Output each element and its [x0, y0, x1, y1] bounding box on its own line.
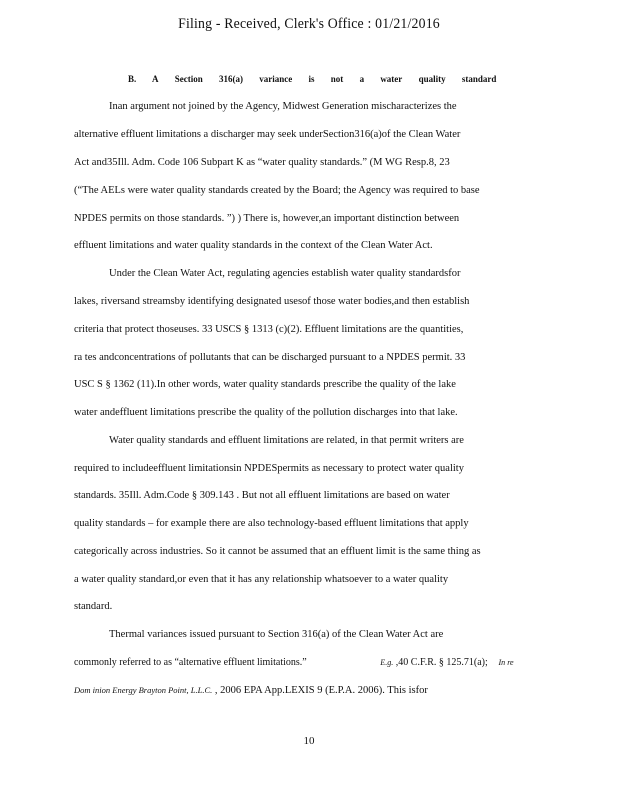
body-line: required to includeeffluent limitationsin NPDESpermits as necessary to protect water quality — [74, 463, 464, 474]
heading-part: water — [380, 74, 403, 84]
body-line: ra tes andconcentrations of pollutants that can be discharged pursuant to a NPDES permit. 33 — [74, 352, 466, 363]
body-line: water andeffluent limitations prescribe the quality of the pollution discharges into that lake. — [74, 407, 458, 418]
heading-part: standard — [461, 74, 497, 84]
heading-part: not — [330, 74, 344, 84]
heading-part: variance — [259, 74, 293, 84]
heading-part: Section — [174, 74, 203, 84]
body-line: (“The AELs were water quality standards created by the Board; the Agency was required to base — [74, 185, 480, 196]
line-text: commonly referred to as “alternative effluent limitations.” — [74, 657, 307, 668]
heading-part: quality — [418, 74, 446, 84]
heading-part: a — [359, 74, 365, 84]
body-line: categorically across industries. So it cannot be assumed that an effluent limit is the same thing as — [74, 546, 481, 557]
citation-text: ,40 C.F.R. § 125.71(a); — [395, 657, 488, 668]
heading-part: is — [308, 74, 315, 84]
heading-part: A — [152, 74, 159, 84]
citation-italic: In re — [498, 657, 514, 667]
body-line: Thermal variances issued pursuant to Section 316(a) of the Clean Water Act are — [109, 629, 444, 640]
heading-part: B. — [128, 74, 137, 84]
section-heading — [128, 74, 497, 84]
body-line — [74, 657, 514, 668]
body-line: Act and35Ill. Adm. Code 106 Subpart K as “water quality standards.” (M WG Resp.8, 23 — [74, 157, 450, 168]
heading-part: 316(a) — [219, 74, 244, 84]
citation-text: , 2006 EPA App.LEXIS 9 (E.P.A. 2006). This isfor — [214, 685, 428, 696]
body-line: NPDES permits on those standards. ”) ) There is, however,an important distinction between — [74, 213, 460, 224]
body-line: effluent limitations and water quality standards in the context of the Clean Water Act. — [74, 240, 433, 251]
body-line: criteria that protect thoseuses. 33 USCS § 1313 (c)(2). Effluent limitations are the quantities, — [74, 324, 464, 335]
body-line: quality standards – for example there are also technology-based effluent limitations that apply — [74, 518, 469, 529]
body-line: USC S § 1362 (11).In other words, water quality standards prescribe the quality of the lake — [74, 379, 456, 390]
body-line: standards. 35Ill. Adm.Code § 309.143 . But not all effluent limitations are based on water — [74, 490, 450, 501]
body-line — [74, 685, 514, 696]
body-line: standard. — [74, 601, 113, 612]
body-line: Inan argument not joined by the Agency, Midwest Generation mischaracterizes the — [109, 101, 457, 112]
filing-header: Filing - Received, Clerk's Office : 01/21/2016 — [178, 16, 440, 32]
body-line: Water quality standards and effluent limitations are related, in that permit writers are — [109, 435, 464, 446]
citation-italic: E.g. — [380, 657, 394, 667]
body-line: Under the Clean Water Act, regulating agencies establish water quality standardsfor — [109, 268, 461, 279]
case-name-italic: Dom inion Energy Brayton Point, L.L.C. — [74, 685, 213, 695]
body-line: a water quality standard,or even that it has any relationship whatsoever to a water quality — [74, 574, 449, 585]
body-line: lakes, riversand streamsby identifying designated usesof those water bodies,and then establish — [74, 296, 470, 307]
body-line: alternative effluent limitations a discharger may seek underSection316(a)of the Clean Water — [74, 129, 461, 140]
page-number: 10 — [303, 735, 315, 747]
